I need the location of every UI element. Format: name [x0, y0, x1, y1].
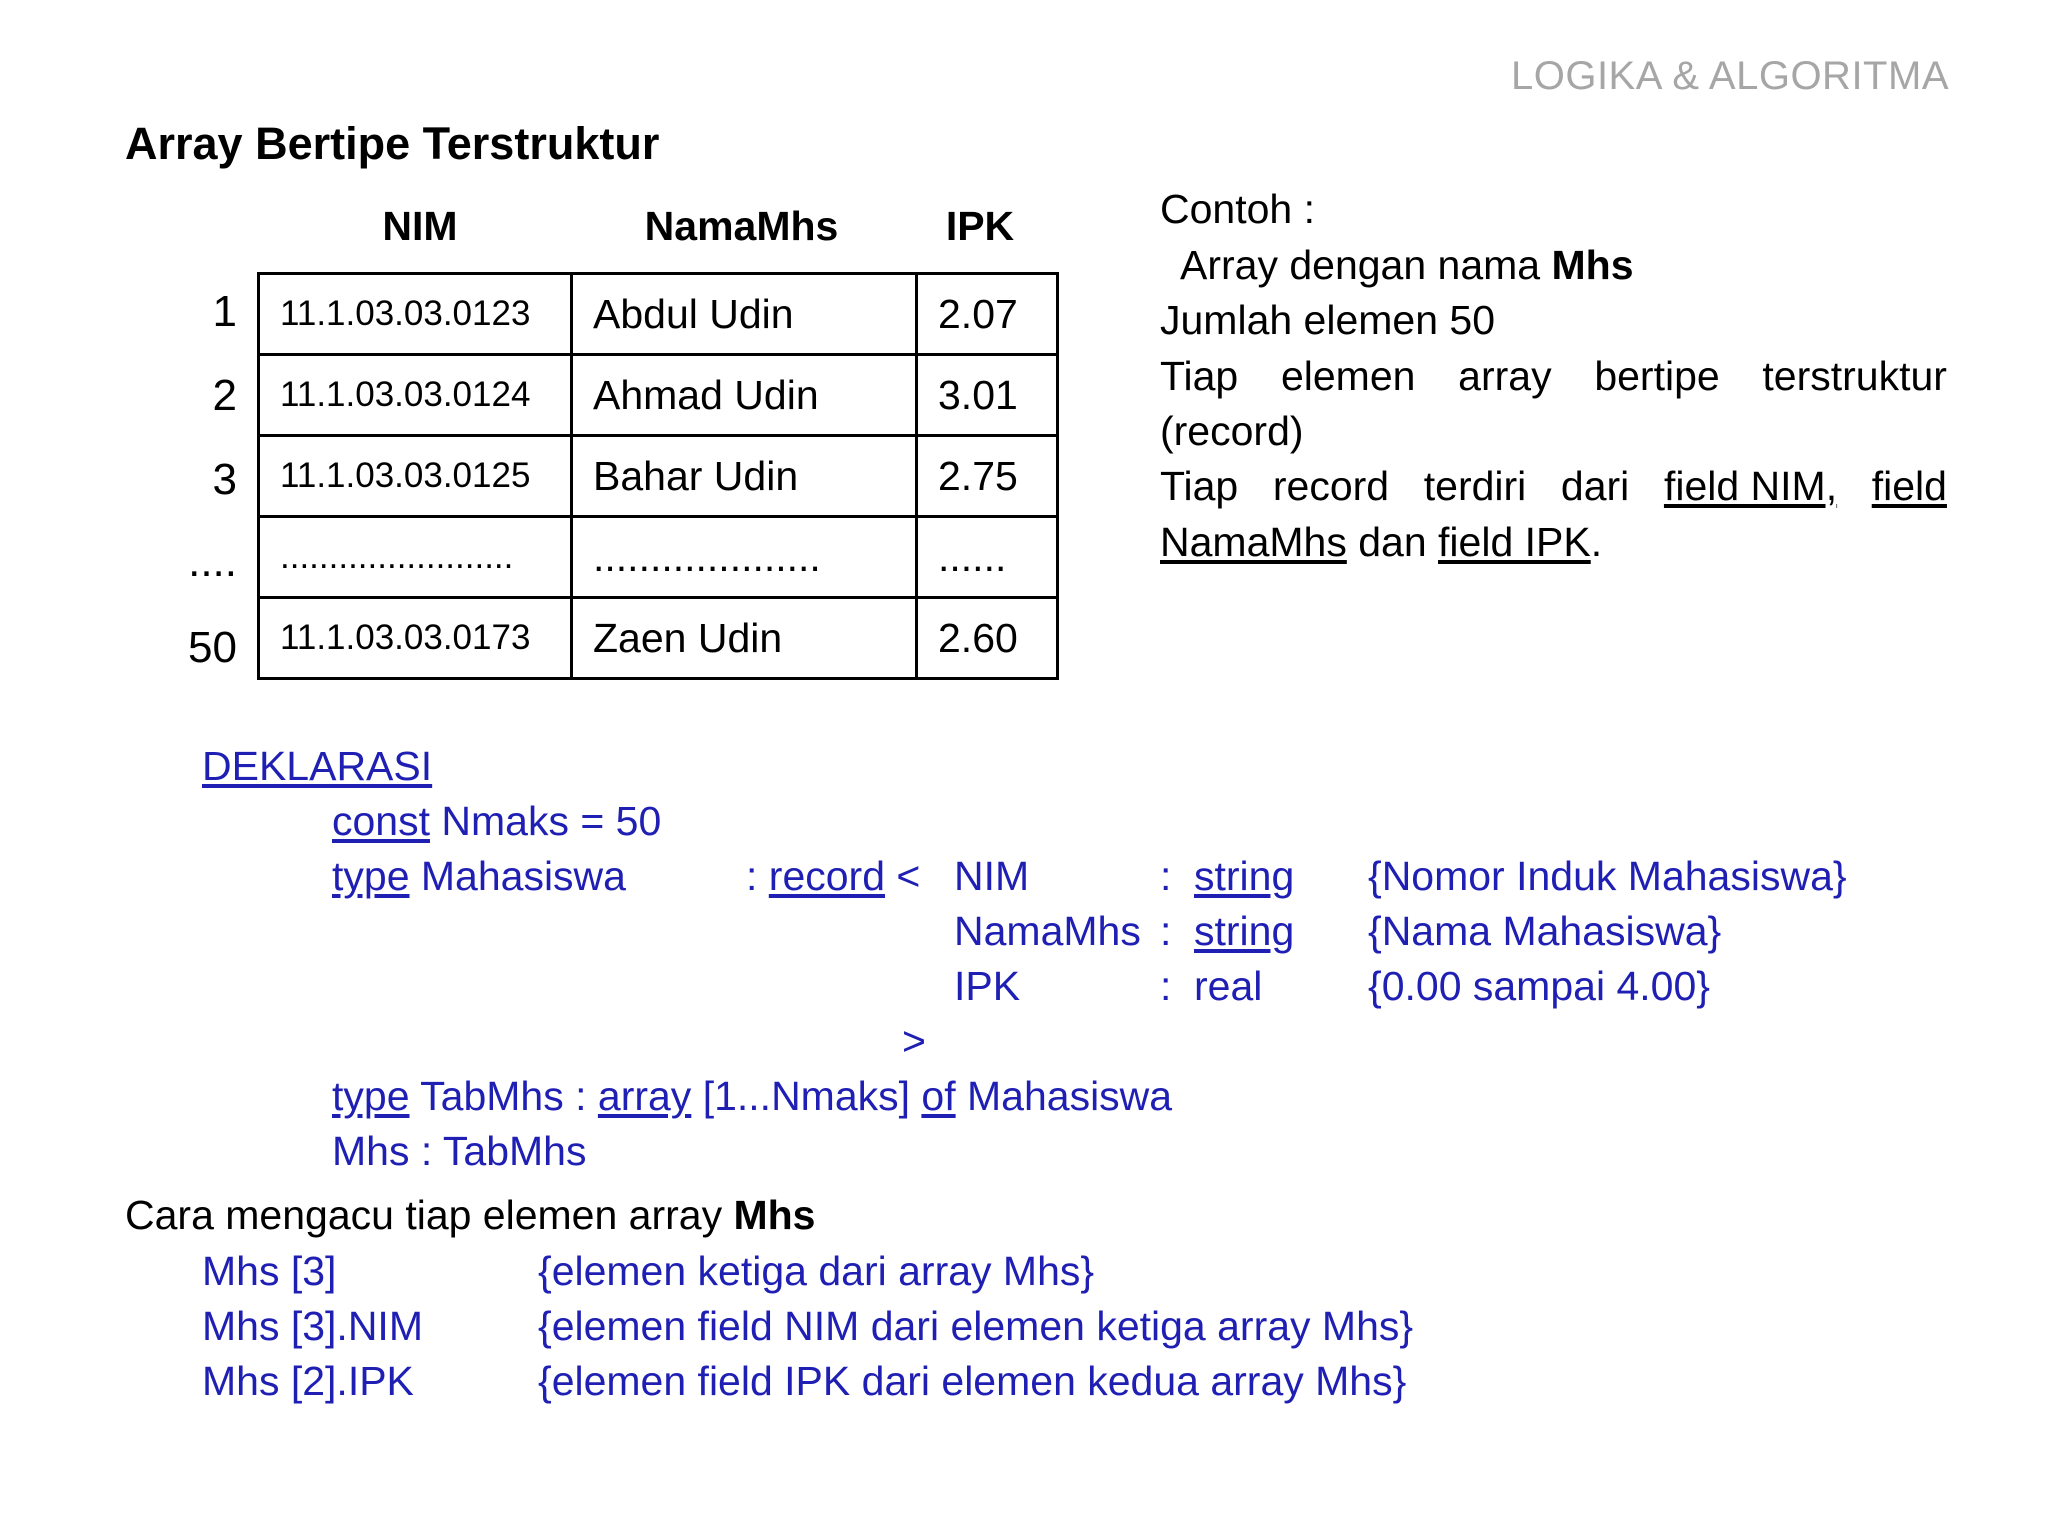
cell-nama: Ahmad Udin — [572, 355, 917, 436]
student-table — [257, 272, 1059, 680]
column-header-ipk: IPK — [945, 203, 1015, 249]
example-line-fields-cont — [1160, 519, 1602, 566]
example-word: terdiri — [1423, 463, 1527, 509]
cell-nim: 11.1.03.03.0125 — [259, 436, 572, 517]
table-row — [259, 598, 1058, 679]
row-index: .... — [188, 537, 237, 586]
slide-header: LOGIKA & ALGORITMA — [1510, 54, 1949, 98]
cell-nim: 11.1.03.03.0173 — [259, 598, 572, 679]
example-word: bertipe — [1594, 353, 1720, 399]
example-line-array-name — [1180, 242, 1634, 289]
refer-desc: {elemen field IPK dari elemen kedua array Mhs} — [538, 1358, 1407, 1404]
code-text: Nmaks = 50 — [430, 798, 662, 844]
code-text: : — [746, 853, 769, 899]
cell-ipk: 2.75 — [917, 436, 1058, 517]
example-word: Tiap — [1160, 463, 1239, 509]
example-line-record: (record) — [1160, 408, 1304, 454]
example-word: record — [1272, 463, 1390, 509]
example-line-count: Jumlah elemen 50 — [1160, 297, 1496, 343]
cell-ipk: 3.01 — [917, 355, 1058, 436]
refer-expr: Mhs [3] — [202, 1248, 337, 1294]
row-index: 2 — [212, 371, 237, 420]
column-header-namamhs: NamaMhs — [644, 203, 839, 249]
example-label: Contoh : — [1160, 186, 1315, 232]
refer-expr: Mhs [2].IPK — [202, 1358, 414, 1404]
example-bold: Mhs — [1551, 242, 1634, 288]
table-row — [259, 355, 1058, 436]
field-colon: : — [1160, 853, 1172, 899]
cell-nama: Abdul Udin — [572, 274, 917, 355]
field-name: NIM — [954, 853, 1030, 899]
table-row — [259, 517, 1058, 598]
table-row — [259, 274, 1058, 355]
refer-desc: {elemen field NIM dari elemen ketiga array Mhs} — [538, 1303, 1414, 1349]
cell-nama: .................... — [572, 517, 917, 598]
refer-bold: Mhs — [733, 1192, 816, 1238]
refer-desc: {elemen ketiga dari array Mhs} — [538, 1248, 1095, 1294]
refer-text: Cara mengacu tiap elemen array — [125, 1192, 734, 1238]
example-word: array — [1458, 353, 1552, 399]
code-text: Mahasiswa — [955, 1073, 1173, 1119]
keyword-array: array — [597, 1073, 692, 1119]
code-record-open — [746, 853, 920, 900]
field-comment: {0.00 sampai 4.00} — [1368, 963, 1710, 1009]
example-word: Tiap — [1160, 353, 1239, 399]
table-row — [259, 436, 1058, 517]
row-index: 1 — [212, 287, 237, 336]
code-deklarasi — [202, 743, 432, 790]
keyword-type: type — [332, 853, 410, 899]
code-text: TabMhs : — [409, 1073, 598, 1119]
field-colon: : — [1160, 963, 1172, 1009]
keyword-string: string — [1194, 853, 1295, 899]
field-name: NamaMhs — [954, 908, 1141, 954]
example-text: Array dengan nama — [1180, 242, 1552, 288]
cell-ipk: ...... — [917, 517, 1058, 598]
row-index: 50 — [188, 623, 237, 672]
example-line-fields — [1160, 463, 1947, 510]
example-word: elemen — [1280, 353, 1416, 399]
example-word — [1664, 463, 1837, 510]
field-type: real — [1194, 963, 1263, 1009]
cell-ipk: 2.07 — [917, 274, 1058, 355]
code-const-line — [332, 798, 661, 845]
cell-nim: 11.1.03.03.0123 — [259, 274, 572, 355]
row-index: 3 — [212, 455, 237, 504]
example-word: dari — [1560, 463, 1630, 509]
code-mhs-decl: Mhs : TabMhs — [332, 1128, 587, 1174]
code-text: Mahasiswa — [409, 853, 626, 899]
example-text: dan — [1346, 519, 1439, 565]
keyword-record: record — [768, 853, 886, 899]
underlined-field: field — [1871, 463, 1947, 509]
field-comment: {Nama Mahasiswa} — [1368, 908, 1722, 954]
keyword-const: const — [332, 798, 430, 844]
example-word: terstruktur — [1762, 353, 1947, 399]
code-text: < — [885, 853, 921, 899]
keyword-deklarasi: DEKLARASI — [202, 743, 433, 789]
underlined-field-nim: field NIM, — [1663, 463, 1838, 509]
keyword-of: of — [921, 1073, 956, 1119]
field-name: IPK — [954, 963, 1021, 1009]
cell-nim: 11.1.03.03.0124 — [259, 355, 572, 436]
code-record-close: > — [902, 1018, 926, 1064]
keyword-string: string — [1194, 908, 1295, 954]
cell-ipk: 2.60 — [917, 598, 1058, 679]
underlined-namamhs: NamaMhs — [1160, 519, 1347, 565]
field-comment: {Nomor Induk Mahasiswa} — [1368, 853, 1847, 899]
refer-expr: Mhs [3].NIM — [202, 1303, 423, 1349]
keyword-type: type — [332, 1073, 410, 1119]
field-type — [1194, 853, 1294, 900]
column-header-nim: NIM — [382, 203, 458, 249]
refer-intro — [125, 1192, 815, 1239]
field-type — [1194, 908, 1294, 955]
code-type-tabmhs — [332, 1073, 1172, 1120]
slide-title: Array Bertipe Terstruktur — [125, 118, 660, 169]
code-text: [1...Nmaks] — [691, 1073, 922, 1119]
example-line-struct — [1160, 353, 1947, 400]
cell-nama: Bahar Udin — [572, 436, 917, 517]
cell-nama: Zaen Udin — [572, 598, 917, 679]
example-text: . — [1590, 519, 1603, 565]
field-colon: : — [1160, 908, 1172, 954]
code-type-mahasiswa — [332, 853, 626, 900]
underlined-field-ipk: field IPK — [1438, 519, 1591, 565]
cell-nim: ........................ — [259, 517, 572, 598]
